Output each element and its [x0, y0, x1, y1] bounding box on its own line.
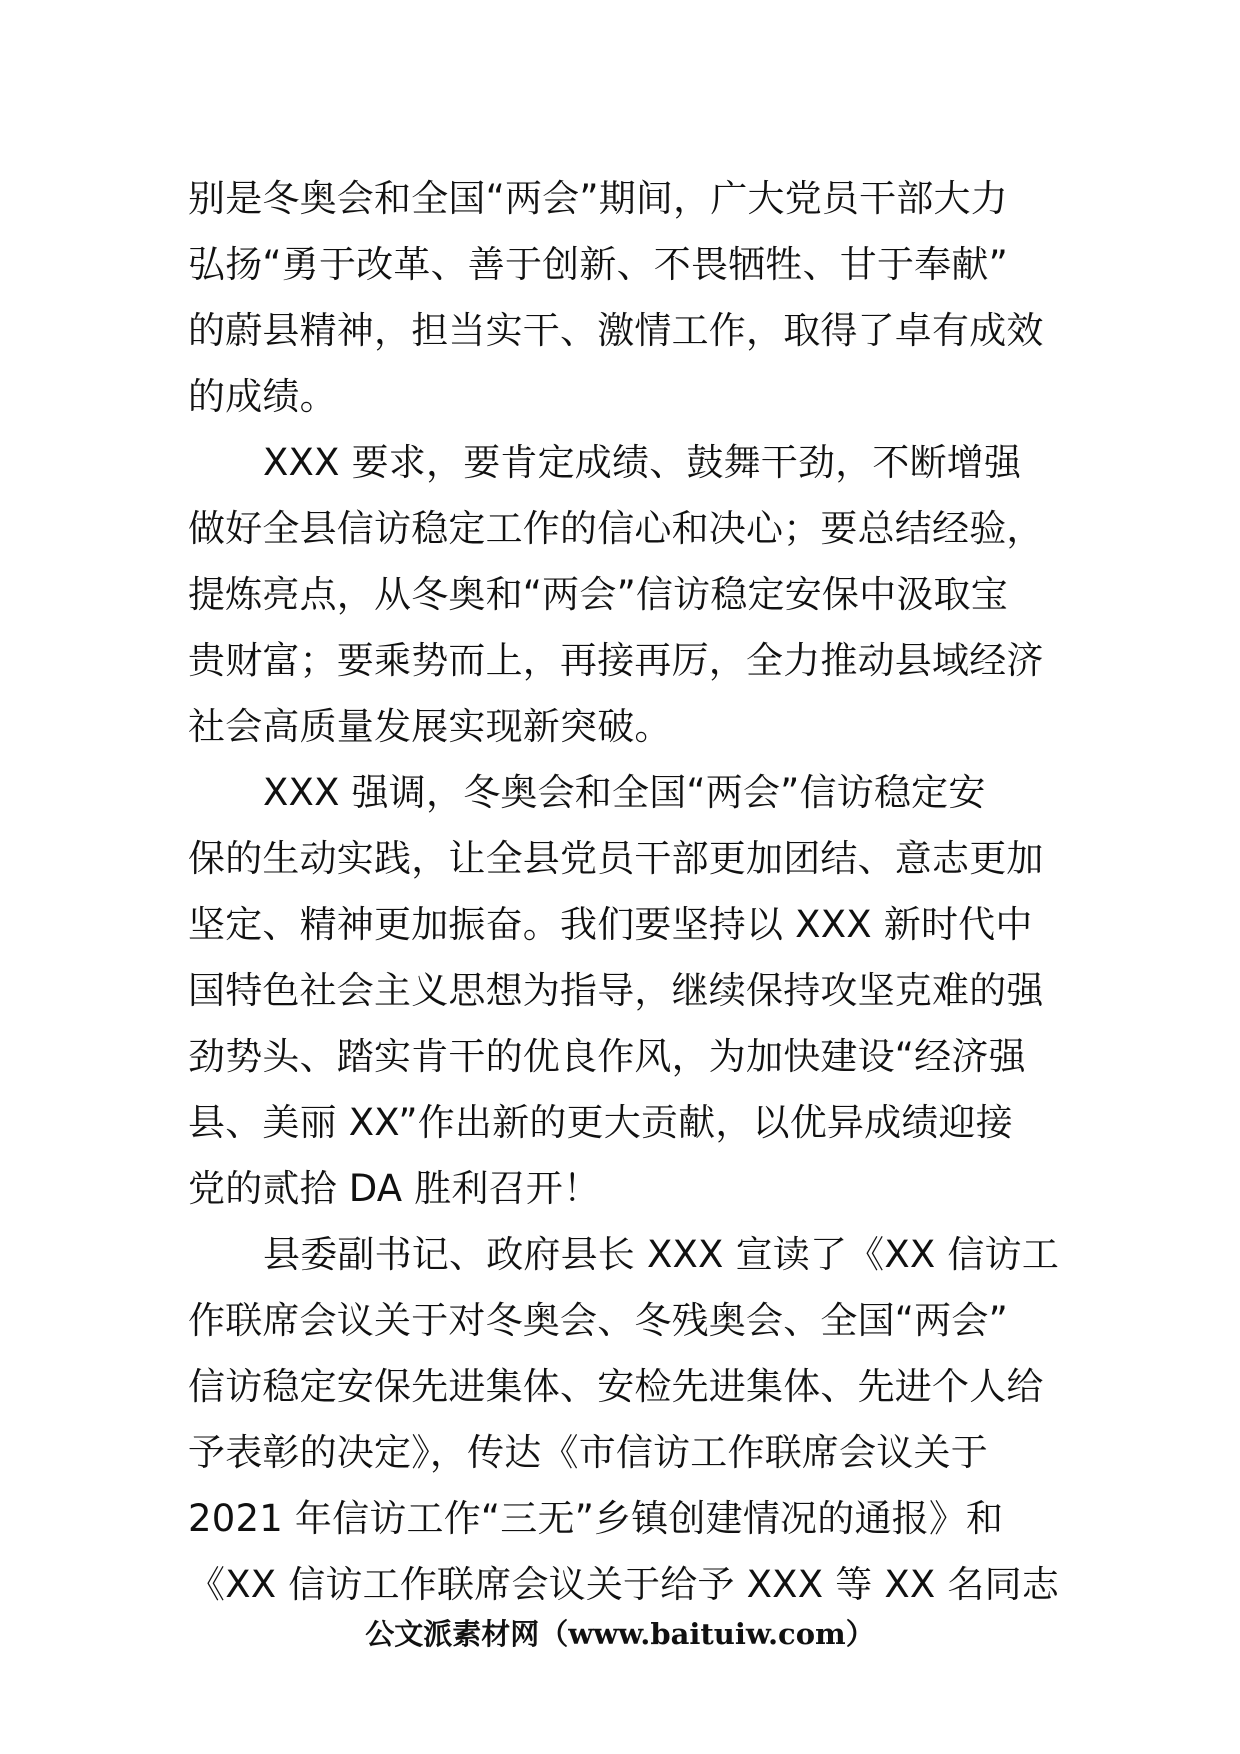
- paragraph-first-line: XXX 要求，要肯定成绩、鼓舞干劲，不断增强: [263, 441, 1022, 484]
- text-line: 保的生动实践，让全县党员干部更加团结、意志更加: [188, 837, 1044, 880]
- text-line: 坚定、精神更加振奋。我们要坚持以 XXX 新时代中: [188, 903, 1033, 946]
- text-line: 别是冬奥会和全国“两会”期间，广大党员干部大力: [188, 177, 1008, 220]
- paragraph-first-line: 县委副书记、政府县长 XXX 宣读了《XX 信访工: [263, 1233, 1060, 1276]
- document-body: [188, 166, 1064, 1618]
- text-line: 做好全县信访稳定工作的信心和决心；要总结经验，: [188, 507, 1044, 550]
- text-line: 的成绩。: [188, 375, 337, 418]
- text-line: 予表彰的决定》，传达《市信访工作联席会议关于: [188, 1431, 988, 1474]
- text-line: 的蔚县精神，担当实干、激情工作，取得了卓有成效: [188, 309, 1044, 352]
- text-line: 提炼亮点，从冬奥和“两会”信访稳定安保中汲取宝: [188, 573, 1008, 616]
- text-line: 贵财富；要乘势而上，再接再厉，全力推动县域经济: [188, 639, 1044, 682]
- footer-watermark: 公文派素材网（www.baituiw.com）: [365, 1617, 875, 1651]
- text-line: 信访稳定安保先进集体、安检先进集体、先进个人给: [188, 1365, 1044, 1408]
- text-line: 《XX 信访工作联席会议关于给予 XXX 等 XX 名同志: [188, 1563, 1060, 1606]
- paragraph-first-line: XXX 强调，冬奥会和全国“两会”信访稳定安: [263, 771, 986, 814]
- text-line: 国特色社会主义思想为指导，继续保持攻坚克难的强: [188, 969, 1044, 1012]
- text-line: 作联席会议关于对冬奥会、冬残奥会、全国“两会”: [188, 1299, 1008, 1342]
- text-line: 社会高质量发展实现新突破。: [188, 705, 672, 748]
- text-line: 弘扬“勇于改革、善于创新、不畏牺牲、甘于奉献”: [188, 243, 1008, 286]
- text-line: 劲势头、踏实肯干的优良作风，为加快建设“经济强: [188, 1035, 1026, 1078]
- text-line: 县、美丽 XX”作出新的更大贡献，以优异成绩迎接: [188, 1101, 1013, 1144]
- text-line: 2021 年信访工作“三无”乡镇创建情况的通报》和: [188, 1497, 1004, 1540]
- text-line: 党的贰拾 DA 胜利召开！: [188, 1167, 601, 1210]
